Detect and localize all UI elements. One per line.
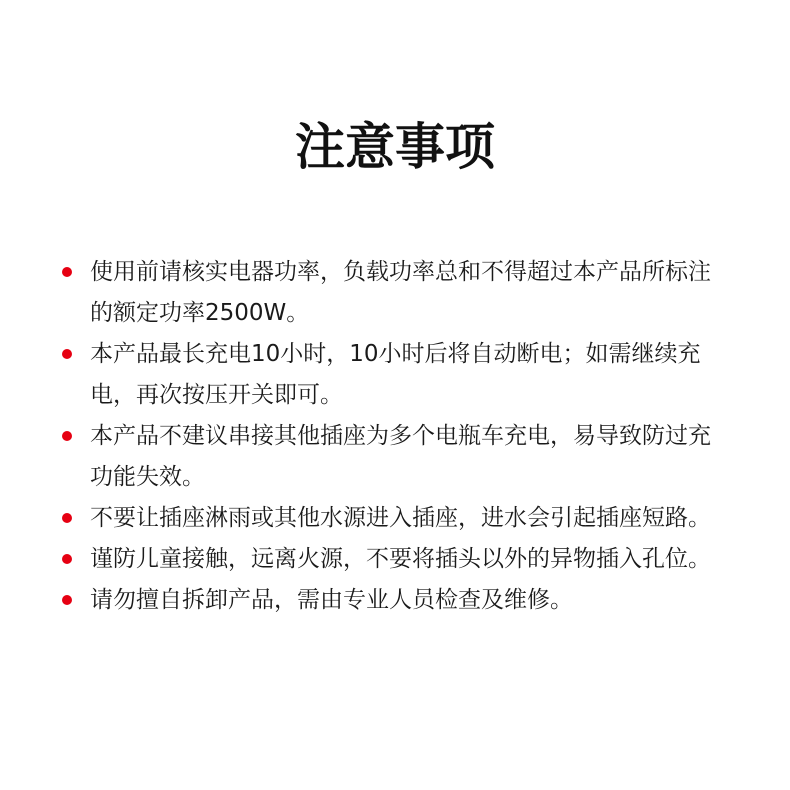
note-item bbox=[56, 498, 746, 539]
bullet-dot-icon bbox=[62, 513, 72, 523]
note-item bbox=[56, 334, 746, 416]
bullet-dot-icon bbox=[62, 267, 72, 277]
note-line: 功能失效。 bbox=[90, 464, 205, 490]
note-line: 的额定功率2500W。 bbox=[90, 300, 310, 326]
page-title: 注意事项 bbox=[295, 118, 495, 176]
notes-list bbox=[56, 252, 746, 621]
note-line: 本产品不建议串接其他插座为多个电瓶车充电，易导致防过充 bbox=[90, 423, 711, 449]
note-item bbox=[56, 416, 746, 498]
note-line: 本产品最长充电10小时，10小时后将自动断电；如需继续充 bbox=[90, 341, 701, 367]
bullet-dot-icon bbox=[62, 431, 72, 441]
bullet-dot-icon bbox=[62, 595, 72, 605]
bullet-dot-icon bbox=[62, 349, 72, 359]
note-line: 不要让插座淋雨或其他水源进入插座，进水会引起插座短路。 bbox=[90, 505, 711, 531]
note-line: 电，再次按压开关即可。 bbox=[90, 382, 343, 408]
bullet-dot-icon bbox=[62, 554, 72, 564]
note-item bbox=[56, 252, 746, 334]
note-item bbox=[56, 539, 746, 580]
note-line: 使用前请核实电器功率，负载功率总和不得超过本产品所标注 bbox=[90, 259, 711, 285]
note-line: 请勿擅自拆卸产品，需由专业人员检查及维修。 bbox=[90, 587, 573, 613]
note-item bbox=[56, 580, 746, 621]
note-line: 谨防儿童接触，远离火源，不要将插头以外的异物插入孔位。 bbox=[90, 546, 711, 572]
